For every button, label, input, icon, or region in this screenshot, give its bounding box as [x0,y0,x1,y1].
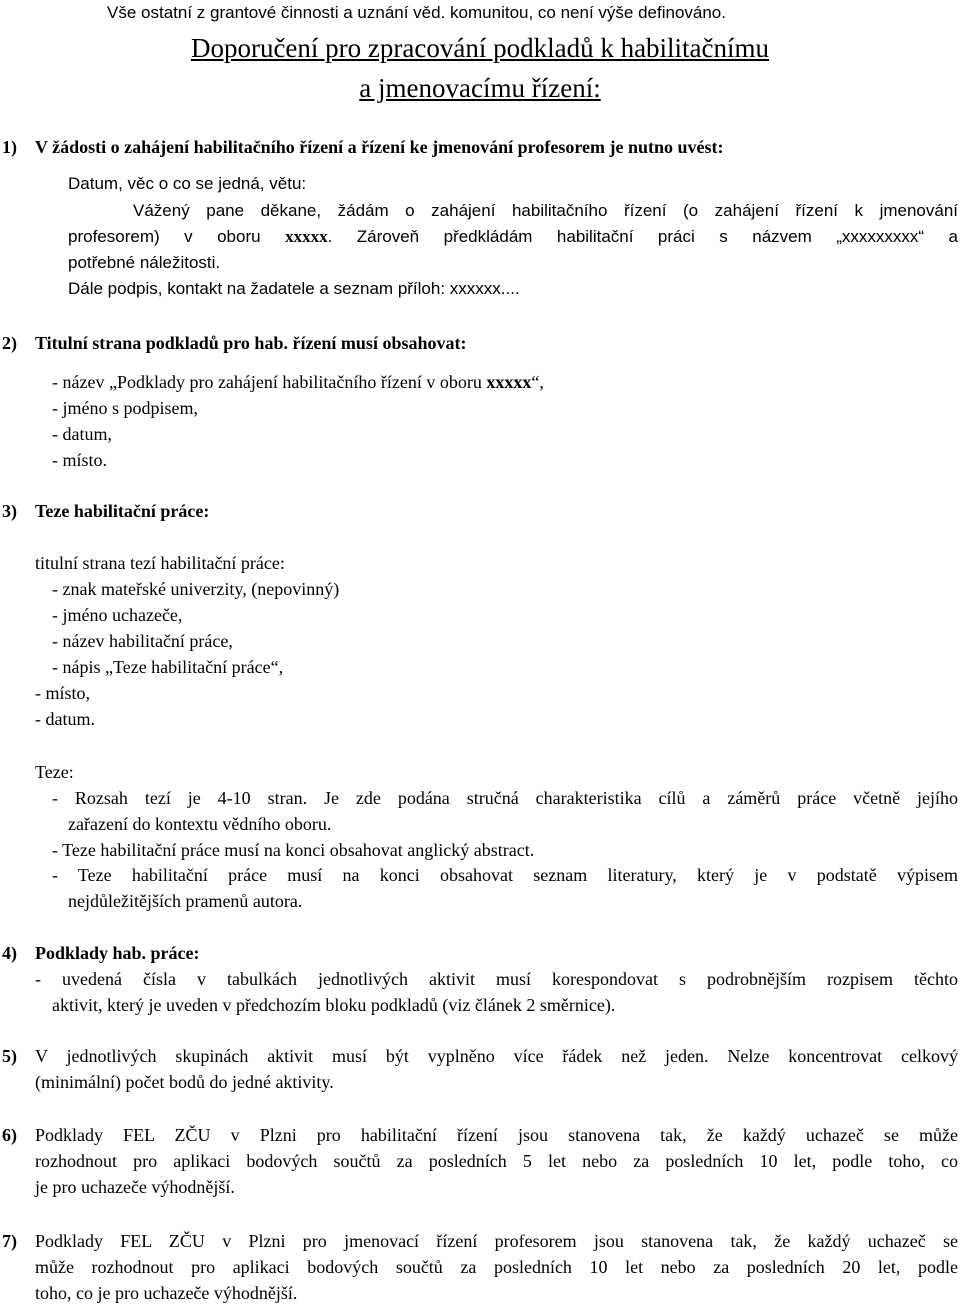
teze-label: Teze: [35,762,74,782]
section-6-number: 6) [2,1125,17,1145]
item-text: - název „Podklady pro zahájení habilitačního řízení v oboru [52,372,487,392]
section-2-item-2: - jméno s podpisem, [52,398,198,418]
section-7-line-3: toho, co je pro uchazeče výhodnější. [35,1283,298,1303]
section-6-line-1: Podklady FEL ZČU v Plzni pro habilitační řízení jsou stanovena tak, že každý uchazeč se může [35,1125,958,1145]
section-5-number: 5) [2,1046,17,1066]
section-5-line-1: V jednotlivých skupinách aktivit musí být vyplněno více řádek než jeden. Nelze koncentrovat celkový [35,1046,958,1066]
section-3-number: 3) [2,501,17,521]
section-4-line-1: - uvedená čísla v tabulkách jednotlivých aktivit musí korespondovat s podrobnějším rozpisem těchto [35,969,958,989]
top-note: Vše ostatní z grantové činnosti a uznání věd. komunitou, co není výše definováno. [107,3,726,22]
section-3-intro: titulní strana tezí habilitační práce: [35,553,285,573]
section-2-heading: Titulní strana podkladů pro hab. řízení musí obsahovat: [35,333,467,353]
section-1-signature-note: Dále podpis, kontakt na žadatele a seznam příloh: xxxxxx.... [68,279,520,298]
section-4-line-2: aktivit, který je uveden v předchozím bloku podkladů (viz článek 2 směrnice). [52,995,616,1015]
teze-bullet-1-line-1: - Rozsah tezí je 4-10 stran. Je zde podána stručná charakteristika cílů a záměrů práce včetně jejího [52,788,958,808]
section-3-item: - název habilitační práce, [52,631,233,651]
teze-bullet-3-line-2: nejdůležitějších pramenů autora. [68,891,303,911]
section-1-sentence-line-1: Vážený pane děkane, žádám o zahájení habilitačního řízení (o zahájení řízení k jmenování [133,201,958,220]
section-7-line-1: Podklady FEL ZČU v Plzni pro jmenovací řízení profesorem jsou stanovena tak, že každý uchazeč se [35,1231,958,1251]
section-3-item: - jméno uchazeče, [52,605,183,625]
section-3-tail-place: - místo, [35,683,91,703]
section-2-number: 2) [2,333,17,353]
section-3-item: - znak mateřské univerzity, (nepovinný) [52,579,340,599]
section-1-sentence-line-2 [68,228,958,245]
section-3-heading: Teze habilitační práce: [35,501,210,521]
section-1-number: 1) [2,137,17,157]
field-placeholder: xxxxx [285,227,328,246]
section-7-number: 7) [2,1231,17,1251]
teze-bullet-3-line-1: - Teze habilitační práce musí na konci obsahovat seznam literatury, který je v podstatě výpisem [52,865,958,885]
section-2-item-3: - datum, [52,424,112,444]
title-line-2: a jmenovacímu řízení: [359,73,601,103]
section-3-tail-date: - datum. [35,709,95,729]
section-2-item-4: - místo. [52,450,108,470]
section-2-item-1 [52,373,544,391]
teze-bullet-1-line-2: zařazení do kontextu vědního oboru. [68,814,332,834]
teze-bullet-2: - Teze habilitační práce musí na konci obsahovat anglický abstract. [52,840,535,860]
field-placeholder: xxxxx [486,372,532,392]
section-3-item: - nápis „Teze habilitační práce“, [52,657,284,677]
sentence-part: profesorem) v oboru [68,227,286,246]
item-text: “, [531,372,544,392]
section-7-line-2: může rozhodnout pro aplikaci bodových součtů za posledních 10 let nebo za posledních 20 let, podle [35,1257,958,1277]
section-5-line-2: (minimální) počet bodů do jedné aktivity. [35,1072,334,1092]
section-1-heading: V žádosti o zahájení habilitačního řízení a řízení ke jmenování profesorem je nutno uvést: [35,137,724,157]
title-line-1: Doporučení pro zpracování podkladů k habilitačnímu [190,33,770,63]
section-1-intro: Datum, věc o co se jedná, větu: [68,174,307,193]
section-6-line-2: rozhodnout pro aplikaci bodových součtů za posledních 5 let nebo za posledních 10 let, podle toho, co [35,1151,958,1171]
section-4-heading: Podklady hab. práce: [35,943,200,963]
section-1-sentence-line-3: potřebné náležitosti. [68,253,221,272]
section-4-number: 4) [2,943,17,963]
sentence-part: . Zároveň předkládám habilitační práci s názvem „xxxxxxxxx“ a [327,227,958,246]
section-6-line-3: je pro uchazeče výhodnější. [35,1177,235,1197]
